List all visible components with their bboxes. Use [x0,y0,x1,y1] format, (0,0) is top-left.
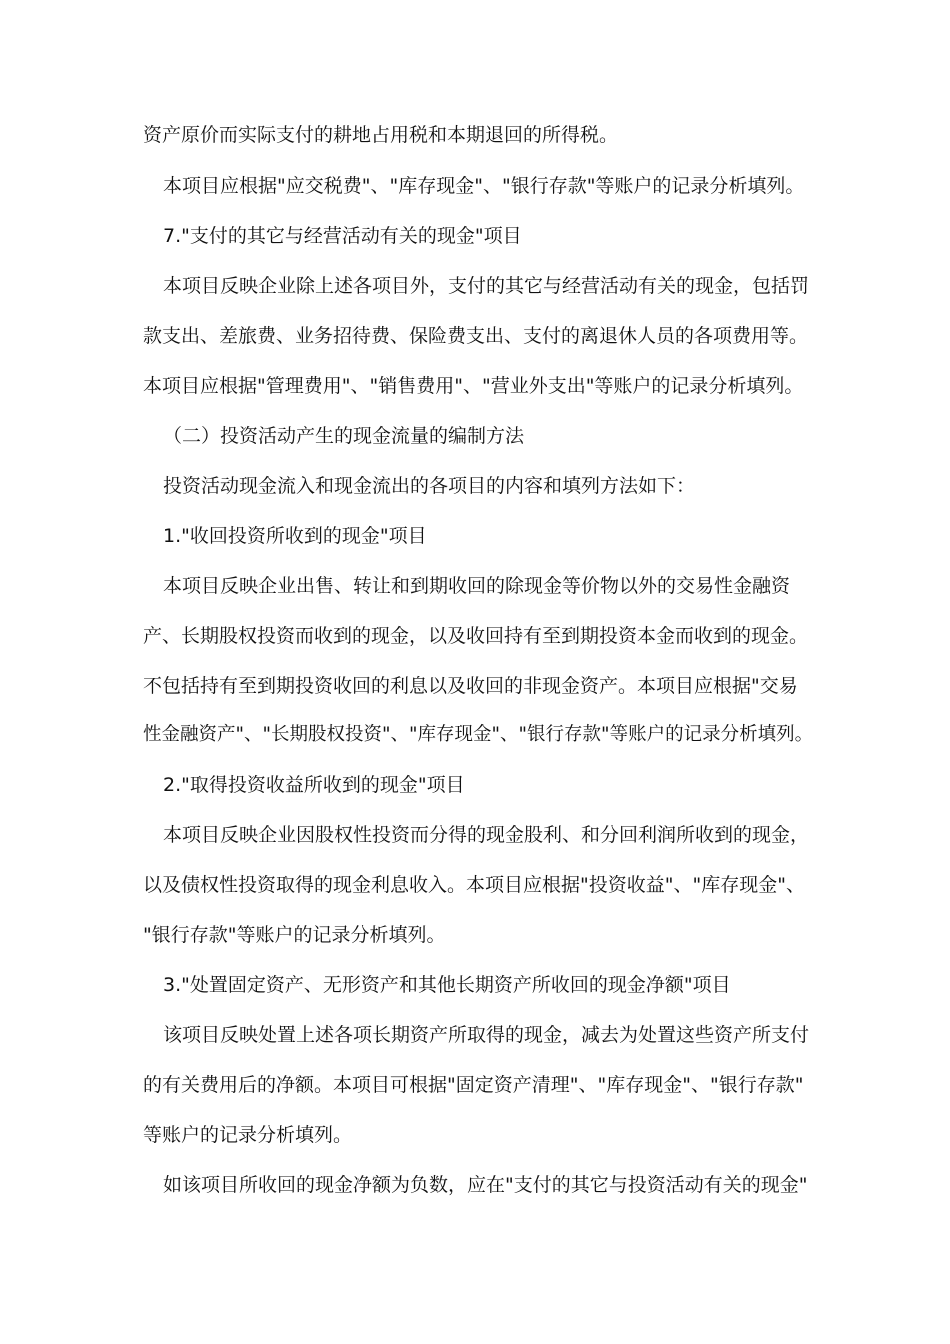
section-heading: 3."处置固定资产、无形资产和其他长期资产所收回的现金净额"项目 [163,974,731,996]
text-line: 等账户的记录分析填列。 [143,1124,353,1146]
text-line: "银行存款"等账户的记录分析填列。 [143,924,446,946]
text-line: 该项目反映处置上述各项长期资产所取得的现金，减去为处置这些资产所支付 [163,1024,810,1046]
text-line: 不包括持有至到期投资收回的利息以及收回的非现金资产。本项目应根据"交易 [143,675,798,697]
text-line: 的有关费用后的净额。本项目可根据"固定资产清理"、"库存现金"、"银行存款" [143,1074,804,1096]
text-line: 本项目反映企业除上述各项目外，支付的其它与经营活动有关的现金，包括罚 [163,275,810,297]
section-heading: 2."取得投资收益所收到的现金"项目 [163,774,465,796]
text-line: 性金融资产"、"长期股权投资"、"库存现金"、"银行存款"等账户的记录分析填列。 [143,724,814,745]
text-line: 本项目应根据"应交税费"、"库存现金"、"银行存款"等账户的记录分析填列。 [163,175,805,197]
section-heading: （二）投资活动产生的现金流量的编制方法 [163,425,525,447]
text-line: 本项目反映企业因股权性投资而分得的现金股利、和分回利润所收到的现金， [163,824,810,846]
text-line: 本项目应根据"管理费用"、"销售费用"、"营业外支出"等账户的记录分析填列。 [143,375,804,397]
section-heading: 1."收回投资所收到的现金"项目 [163,525,427,547]
text-line: 产、长期股权投资而收到的现金，以及收回持有至到期投资本金而收到的现金。 [143,625,809,647]
section-heading: 7."支付的其它与经营活动有关的现金"项目 [163,225,522,247]
text-line: 本项目反映企业出售、转让和到期收回的除现金等价物以外的交易性金融资 [163,575,791,597]
text-line: 款支出、差旅费、业务招待费、保险费支出、支付的离退休人员的各项费用等。 [143,325,809,347]
text-line: 如该项目所收回的现金净额为负数，应在"支付的其它与投资活动有关的现金" [163,1174,808,1196]
text-line: 资产原价而实际支付的耕地占用税和本期退回的所得税。 [143,124,619,146]
text-line: 以及债权性投资取得的现金利息收入。本项目应根据"投资收益"、"库存现金"、 [143,874,805,896]
text-line: 投资活动现金流入和现金流出的各项目的内容和填列方法如下： [163,475,696,497]
